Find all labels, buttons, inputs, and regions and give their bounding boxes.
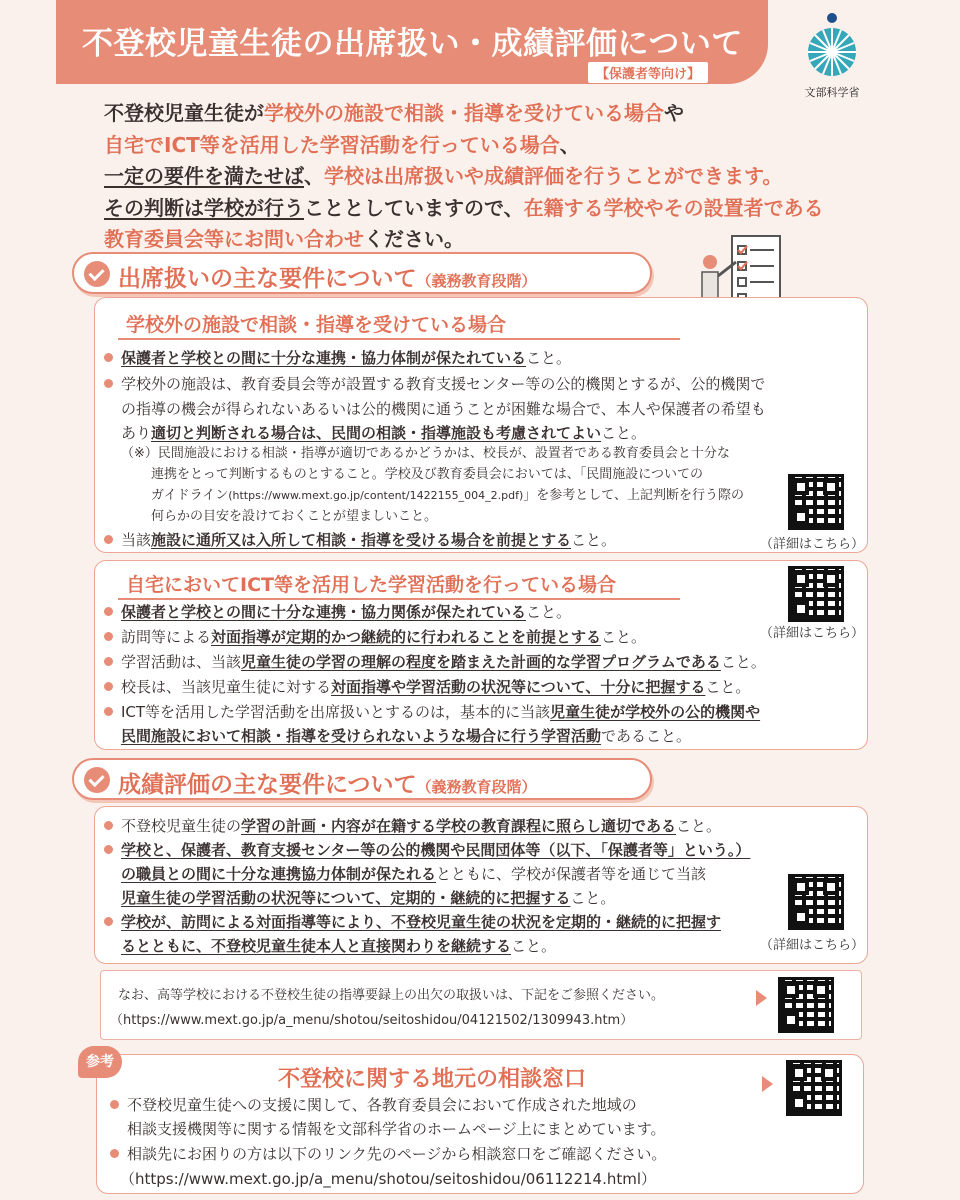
list-item: 学校が、訪問による対面指導等により、不登校児童生徒の状況を定期的・継続的に把握す: [104, 910, 721, 935]
attendance-section-heading: 出席扱いの主な要件について（義務教育段階）: [72, 252, 652, 294]
arrow-right-icon: [762, 1076, 773, 1092]
list-item: 不登校児童生徒の学習の計画・内容が在籍する学校の教育課程に照らし適切であること。: [104, 814, 721, 839]
consult-link[interactable]: （https://www.mext.go.jp/a_menu/shotou/seitoshidou/06112214.html）: [120, 1170, 657, 1188]
facility-note: （※）民間施設における相談・指導が適切であるかどうかは、校長が、設置者である教育委員会と十分な: [121, 446, 730, 461]
ict-title: 自宅においてICT等を活用した学習活動を行っている場合: [126, 574, 616, 596]
list-item: 不登校児童生徒への支援に関して、各教育委員会において作成された地域の: [110, 1093, 637, 1118]
list-item-cont: 児童生徒の学習活動の状況等について、定期的・継続的に把握すること。: [121, 889, 616, 907]
arrow-right-icon: [756, 990, 767, 1006]
grading-section-heading: 成績評価の主な要件について（義務教育段階）: [72, 758, 652, 800]
check-icon: [84, 767, 110, 793]
highschool-qr-code[interactable]: [778, 977, 834, 1033]
divider: [118, 338, 680, 340]
reference-tag: 参考: [78, 1046, 122, 1078]
consult-title: 不登校に関する地元の相談窓口: [278, 1067, 587, 1092]
consult-qr-code[interactable]: [786, 1060, 842, 1116]
facility-title: 学校外の施設で相談・指導を受けている場合: [126, 314, 507, 336]
list-item: 相談先にお困りの方は以下のリンク先のページから相談窓口をご確認ください。: [110, 1142, 666, 1167]
header-banner: [56, 0, 768, 84]
list-item: 学校外の施設は、教育委員会等が設置する教育支援センター等の公的機関とするが、公的機関で: [104, 372, 765, 397]
audience-badge: 【保護者等向け】: [588, 62, 708, 83]
grading-qr-code[interactable]: [788, 874, 844, 930]
ministry-logo: [800, 10, 864, 100]
list-item-cont: 民間施設において相談・指導を受けられないような場合に行う学習活動であること。: [121, 727, 692, 745]
list-item-cont: 相談支援機関等に関する情報を文部科学省のホームページ上にまとめています。: [127, 1120, 666, 1138]
list-item: 保護者と学校との間に十分な連携・協力体制が保たれていること。: [104, 346, 571, 371]
list-item: 校長は、当該児童生徒に対する対面指導や学習活動の状況等について、十分に把握すること。: [104, 675, 750, 700]
list-item-cont: の指導の機会が得られないあるいは公的機関に通うことが困難な場合で、本人や保護者の希望も: [121, 400, 766, 418]
facility-note-line: ガイドライン(https://www.mext.go.jp/content/1422155_004_2.pdf)」を参考として、上記判断を行う際の: [151, 488, 744, 503]
qr-caption: （詳細はこちら）: [760, 537, 865, 552]
qr-caption: （詳細はこちら）: [760, 626, 865, 641]
facility-qr-code[interactable]: [788, 474, 844, 530]
guideline-link[interactable]: (https://www.mext.go.jp/content/1422155_004_2.pdf): [228, 489, 524, 502]
list-item: 学習活動は、当該児童生徒の学習の理解の程度を踏まえた計画的な学習プログラムであること。: [104, 650, 766, 675]
ict-qr-code[interactable]: [788, 566, 844, 622]
list-item: 保護者と学校との間に十分な連携・協力関係が保たれていること。: [104, 600, 571, 625]
list-item: 訪問等による対面指導が定期的かつ継続的に行われることを前提とすること。: [104, 625, 646, 650]
list-item: 学校と、保護者、教育支援センター等の公的機関や民間団体等（以下、「保護者等」という。）: [104, 838, 750, 863]
ministry-name: 文部科学省: [804, 86, 860, 99]
list-item-cont: の職員との間に十分な連携協力体制が保たれるとともに、学校が保護者等を通じて当該: [121, 865, 707, 883]
check-icon: [84, 261, 110, 287]
facility-note-line: 連携をとって判断するものとすること。学校及び教育委員会においては、「民間施設についての: [151, 467, 703, 482]
intro-text: 不登校児童生徒が学校外の施設で相談・指導を受けている場合や 自宅でICT等を活用した学習活動を行っている場合、 一定の要件を満たせば、学校は出席扱いや成績評価を行うことができます。 その判断は学校が行うこととしていますので、在籍する学校やその設置者である 教育委員会等にお問い合わせください。: [104, 101, 824, 251]
ministry-emblem-icon: [800, 10, 864, 84]
highschool-note-link[interactable]: （https://www.mext.go.jp/a_menu/shotou/seitoshidou/04121502/1309943.htm）: [110, 1013, 634, 1028]
qr-caption: （詳細はこちら）: [760, 938, 865, 953]
facility-note-line: 何らかの目安を設けておくことが望ましいこと。: [151, 509, 438, 524]
highschool-note-text: なお、高等学校における不登校生徒の指導要録上の出欠の取扱いは、下記をご参照ください。: [118, 988, 665, 1003]
list-item: ICT等を活用した学習活動を出席扱いとするのは，基本的に当該児童生徒が学校外の公的機関や: [104, 700, 760, 725]
list-item: 当該施設に通所又は入所して相談・指導を受ける場合を前提とすること。: [104, 528, 616, 553]
page-title: 不登校児童生徒の出席扱い・成績評価について: [82, 26, 743, 62]
list-item-cont: あり適切と判断される場合は、民間の相談・指導施設も考慮されてよいこと。: [121, 424, 647, 442]
list-item-cont: るとともに、不登校児童生徒本人と直接関わりを継続すること。: [121, 937, 557, 955]
